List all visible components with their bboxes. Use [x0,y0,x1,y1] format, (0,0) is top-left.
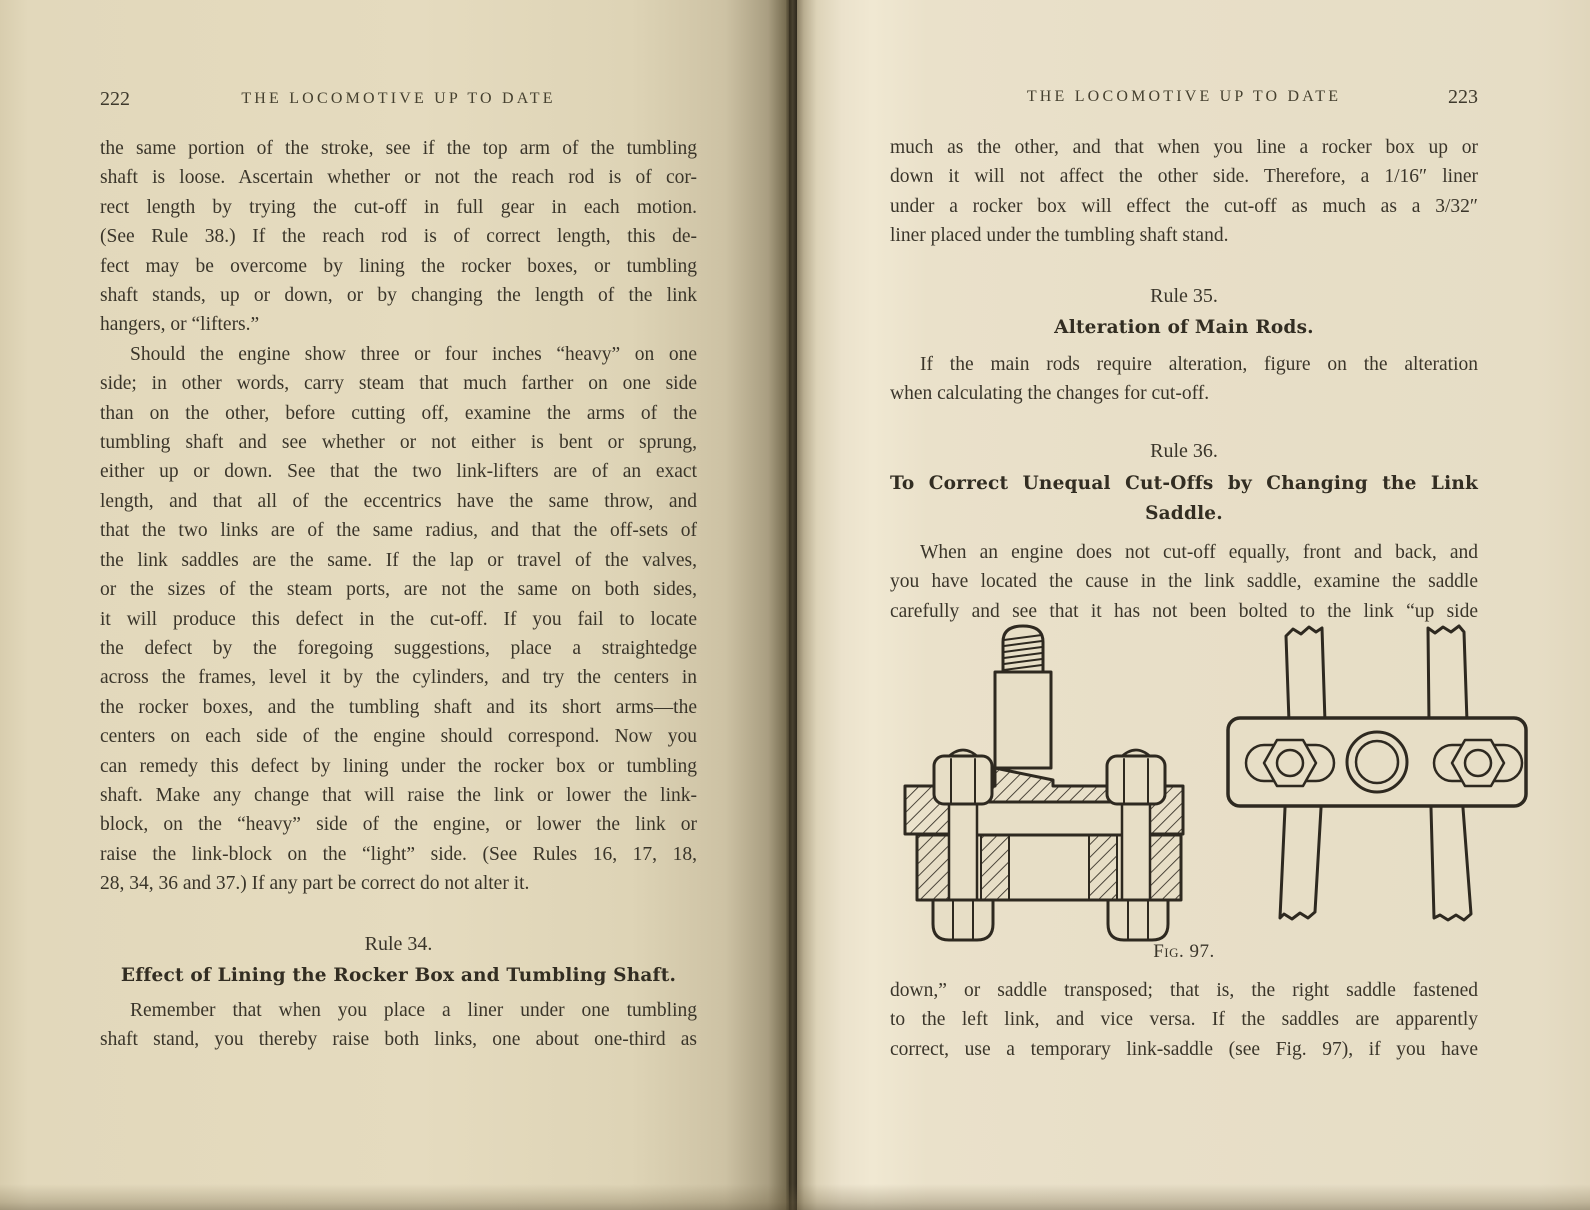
text-line: side; in other words, carry steam that much farther on one side [100,373,697,395]
text-line: Remember that when you place a liner under one tumbling [130,1000,697,1021]
text-line: raise the link-block on the “light” side. (See Rules 16, 17, 18, [100,843,697,865]
text-line: shaft stands, up or down, or by changing the length of the link [100,285,697,307]
text-line: shaft stand, you thereby raise both links, one about one-third as [100,1029,697,1051]
left-page-body [100,134,697,899]
text-line: centers on each side of the engine should correspond. Now you [100,726,697,748]
figure-97-caption [890,941,1478,963]
text-line: when calculating the changes for cut-off. [890,383,1210,405]
text-line: to the left link, and vice versa. If the saddles are apparently [890,1009,1478,1031]
text-line: (See Rule 38.) If the reach rod is of correct length, this de- [100,226,697,248]
paragraph [890,133,1478,251]
figure-caption-text: Fig. 97. [1153,941,1215,962]
text-line: or the sizes of the steam ports, are not the same on both sides, [100,579,697,601]
paragraph [890,538,1478,626]
text-line: either up or down. See that the two link-lifters are of an exact [100,461,697,483]
page-number-right: 223 [1448,86,1478,108]
text-line: much as the other, and that when you line a rocker box up or [890,137,1478,158]
paragraph [100,134,697,340]
figure-97 [883,618,1528,948]
paragraph [890,350,1478,409]
text-line: hangers, or “lifters.” [100,314,260,336]
text-line: the defect by the foregoing suggestions, place a straightedge [100,637,697,659]
rule-34-paragraph [100,996,697,1055]
text-line: it will produce this defect in the cut-off. If you fail to locate [100,608,697,630]
book-gutter [786,0,797,1210]
text-line: liner placed under the tumbling shaft stand. [890,225,1229,247]
running-title-right: THE LOCOMOTIVE UP TO DATE [1026,88,1342,105]
figure-97-illustration [883,618,1528,948]
paragraph [890,976,1478,1064]
paragraph [100,996,697,1055]
text-line: down,” or saddle transposed; that is, the right saddle fastened [890,980,1478,1001]
rule-36-number: Rule 36. [1150,440,1218,462]
right-page-header [890,88,1478,112]
text-line: than on the other, before cutting off, examine the arms of the [100,402,697,424]
text-line: can remedy this defect by lining under the rocker box or tumbling [100,755,697,777]
rule-34-title: Effect of Lining the Rocker Box and Tumbling Shaft. [120,965,677,986]
text-line: Should the engine show three or four inches “heavy” on one [130,343,697,365]
text-line: tumbling shaft and see whether or not either is bent or sprung, [100,432,697,454]
text-line: correct, use a temporary link-saddle (see Fig. 97), if you have [890,1038,1478,1060]
text-line: carefully and see that it has not been bolted to the link “up side [890,600,1478,622]
text-line: down it will not affect the other side. Therefore, a 1/16″ liner [890,166,1478,188]
rule-35-title: Alteration of Main Rods. [1054,317,1314,338]
text-line: rect length by trying the cut-off in full gear in each motion. [100,196,697,218]
text-line: fect may be overcome by lining the rocker boxes, or tumbling [100,255,697,277]
text-line: across the frames, level it by the cylinders, and try the centers in [100,667,697,689]
text-line: you have located the cause in the link saddle, examine the saddle [890,571,1478,593]
text-line: shaft is loose. Ascertain whether or not the reach rod is of cor- [100,167,697,189]
rule-36-paragraph [890,538,1478,626]
rule-34-number: Rule 34. [364,933,433,955]
text-line: When an engine does not cut-off equally, front and back, and [920,542,1478,563]
text-line: block, on the “heavy” side of the engine, or lower the link or [100,814,697,836]
text-line: under a rocker box will effect the cut-off as much as a 3/32″ [890,195,1478,217]
text-line: 28, 34, 36 and 37.) If any part be correct do not alter it. [100,873,530,895]
right-page-top-paragraph [890,133,1478,251]
right-page-bottom-paragraph [890,976,1478,1064]
paragraph [100,340,697,899]
text-line: that the two links are of the same radius, and that the off-sets of [100,520,697,542]
left-page-header [100,90,697,114]
text-line: length, and that all of the eccentrics have the same throw, and [100,490,697,512]
page-bottom-shadow [0,1184,1590,1210]
text-line: the link saddles are the same. If the lap or travel of the valves, [100,549,697,571]
text-line: the rocker boxes, and the tumbling shaft and its short arms—the [100,696,697,718]
text-line: If the main rods require alteration, figure on the alteration [920,354,1478,375]
page-number-left: 222 [100,88,130,110]
running-title-left: THE LOCOMOTIVE UP TO DATE [241,90,556,107]
text-line: the same portion of the stroke, see if the top arm of the tumbling [100,138,697,159]
rule-35-paragraph [890,350,1478,409]
rule-36-title: To Correct Unequal Cut-Offs by Changing the Link Saddle. [890,473,1478,524]
rule-35-number: Rule 35. [1150,285,1218,307]
text-line: shaft. Make any change that will raise the link or lower the link- [100,784,697,806]
